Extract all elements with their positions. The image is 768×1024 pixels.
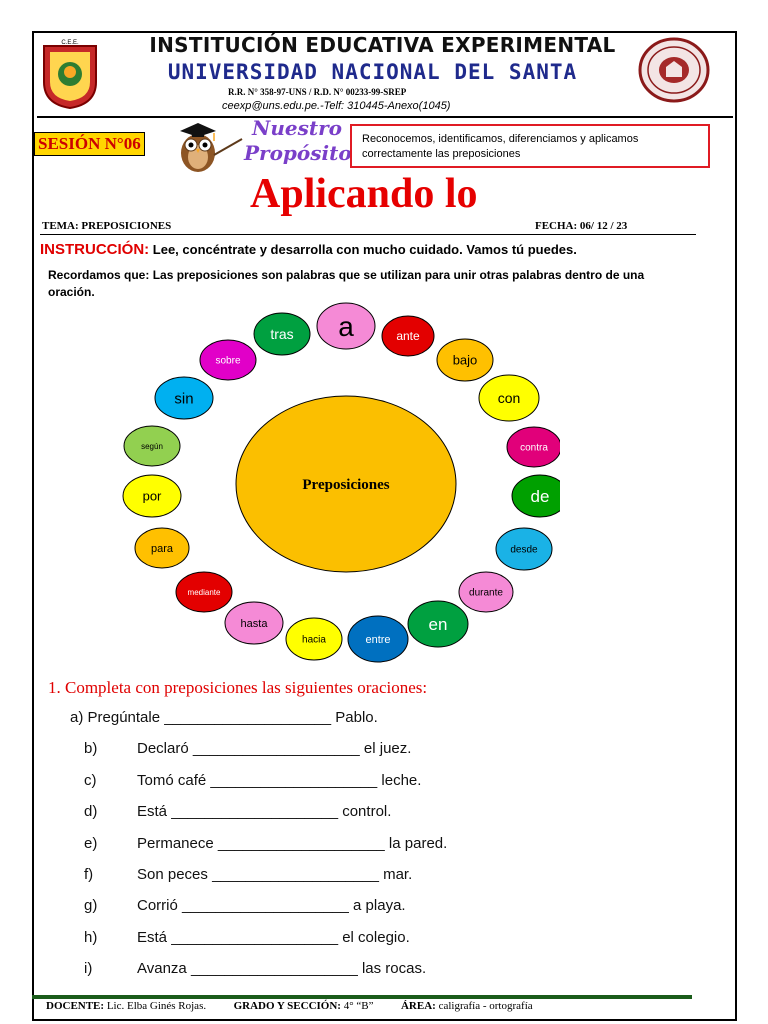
bubble-label-mediante: mediante — [187, 587, 221, 597]
item-before: Declaró — [137, 740, 189, 758]
exercise-item — [84, 803, 391, 820]
item-letter: c) — [84, 771, 97, 789]
page-title: Aplicando lo — [250, 171, 478, 217]
item-letter: g) — [84, 897, 98, 915]
item-letter: e) — [84, 834, 98, 852]
area-value: caligrafía - ortografía — [438, 1000, 533, 1012]
bubble-label-desde: desde — [510, 544, 538, 556]
footer — [46, 1000, 533, 1012]
nuestro-proposito-label — [244, 116, 350, 172]
item-blank[interactable]: ____________________ — [192, 740, 360, 758]
school-name: INSTITUCIÓN EDUCATIVA EXPERIMENTAL — [149, 33, 616, 57]
tema-label: TEMA: PREPOSICIONES — [42, 220, 172, 232]
item-letter: i) — [84, 960, 93, 978]
instruction-label: INSTRUCCIÓN: — [40, 241, 150, 258]
item-blank[interactable]: ____________________ — [190, 960, 358, 978]
item-letter: a) — [70, 709, 84, 726]
docente-label: DOCENTE: — [46, 1000, 105, 1012]
tema-underline — [40, 234, 696, 235]
bubble-label-ante: ante — [396, 329, 420, 344]
bubble-label-a: a — [338, 310, 354, 342]
item-letter: b) — [84, 740, 98, 758]
area-label: ÁREA: — [400, 1000, 436, 1012]
item-before: Está — [137, 928, 168, 946]
exercise-item — [84, 740, 411, 757]
exercise-item — [84, 960, 426, 977]
item-after: la pared. — [388, 834, 448, 852]
item-letter: h) — [84, 928, 98, 946]
proposito-line2: Propósito — [244, 141, 352, 165]
owl-graduate-icon — [168, 117, 246, 175]
item-letter: d) — [84, 803, 98, 821]
bubble-label-hasta: hasta — [240, 617, 268, 630]
item-after: Pablo. — [335, 709, 378, 726]
exercise-item — [84, 897, 406, 914]
item-blank[interactable]: ____________________ — [212, 866, 379, 883]
instruction — [40, 241, 577, 258]
grado-label: GRADO Y SECCIÓN: — [233, 1000, 341, 1012]
item-after: las rocas. — [361, 960, 427, 978]
center-label: Preposiciones — [302, 477, 390, 493]
bubble-label-con: con — [497, 389, 521, 406]
item-after: el colegio. — [342, 928, 410, 946]
session-badge: SESIÓN N°06 — [34, 132, 145, 156]
item-blank[interactable]: ____________________ — [217, 834, 385, 852]
item-after: el juez. — [363, 740, 412, 758]
grado-value: 4° “B” — [343, 1000, 374, 1012]
exercise-item — [84, 929, 410, 946]
fecha-label: FECHA: 06/ 12 / 23 — [535, 220, 628, 232]
item-letter: f) — [84, 866, 94, 883]
bubble-label-contra: contra — [520, 442, 548, 454]
bubble-label-tras: tras — [270, 325, 294, 342]
item-blank[interactable]: ____________________ — [164, 709, 332, 726]
docente-name: Lic. Elba Ginés Rojas. — [106, 1000, 207, 1012]
svg-text:C.E.E.: C.E.E. — [61, 40, 79, 46]
bubble-label-durante: durante — [469, 587, 503, 599]
item-blank[interactable]: ____________________ — [171, 928, 339, 946]
item-blank[interactable]: ____________________ — [210, 771, 378, 789]
bubble-label-bajo: bajo — [452, 352, 478, 368]
exercise-item — [70, 709, 378, 726]
item-before: Avanza — [137, 960, 187, 978]
item-after: mar. — [383, 866, 413, 883]
footer-divider — [32, 995, 692, 999]
bubble-label-por: por — [142, 488, 162, 504]
item-blank[interactable]: ____________________ — [182, 897, 349, 915]
header-divider — [37, 116, 733, 118]
exercise-title: 1. Completa con preposiciones las siguientes oraciones: — [48, 678, 428, 697]
proposito-line1: Nuestro — [252, 116, 342, 140]
purpose-box: Reconocemos, identificamos, diferenciamos y aplicamos correctamente las preposiciones — [350, 124, 710, 168]
university-name: UNIVERSIDAD NACIONAL DEL SANTA — [167, 60, 578, 84]
bubble-label-de: de — [530, 486, 550, 506]
bubble-label-sobre: sobre — [215, 355, 241, 367]
exercise-item — [84, 772, 421, 789]
item-after: leche. — [381, 771, 422, 789]
bubble-label-en: en — [428, 614, 448, 634]
item-blank[interactable]: ____________________ — [171, 803, 339, 821]
university-seal — [638, 37, 710, 103]
item-before: Está — [137, 803, 168, 821]
bubble-label-según: según — [141, 441, 163, 451]
instruction-text: Lee, concéntrate y desarrolla con mucho cuidado. Vamos tú puedes. — [149, 242, 577, 257]
bubble-label-sin: sin — [174, 390, 194, 408]
item-after: control. — [342, 803, 392, 821]
bubble-label-para: para — [150, 542, 174, 555]
exercise-item — [84, 866, 412, 883]
recordamos-text: Recordamos que: Las preposiciones son palabras que se utilizan para unir otras palabras dentro de una oración. — [48, 268, 645, 299]
item-before: Tomó café — [137, 771, 207, 789]
exercise-item — [84, 835, 447, 852]
item-before: Pregúntale — [87, 709, 161, 726]
item-before: Son peces — [137, 866, 208, 883]
bubble-label-hacia: hacia — [302, 634, 326, 646]
resolution-text: R.R. N° 358-97-UNS / R.D. N° 00233-99-SREP — [228, 87, 407, 97]
item-before: Corrió — [137, 897, 178, 915]
item-before: Permanece — [137, 834, 214, 852]
bubble-label-entre: entre — [365, 633, 391, 646]
item-after: a playa. — [353, 897, 406, 915]
contact-text: ceexp@uns.edu.pe.-Telf: 310445-Anexo(1045) — [222, 100, 451, 112]
school-logo-left — [40, 38, 100, 110]
prepositions-diagram — [100, 296, 560, 676]
